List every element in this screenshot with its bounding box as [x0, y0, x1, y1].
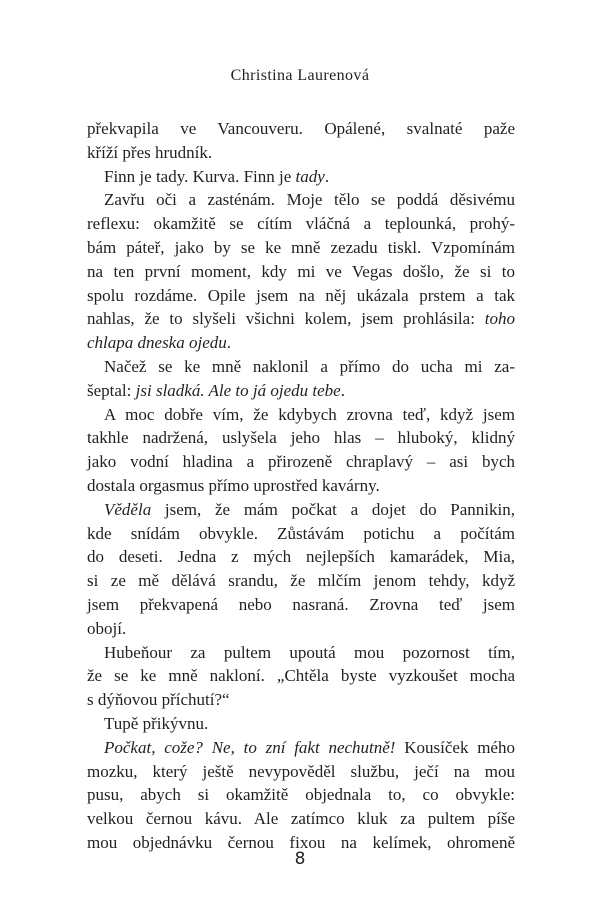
text-line — [87, 165, 515, 189]
running-header: Christina Laurenová — [230, 67, 370, 84]
text-segment: jsem překvapená nebo nasraná. Zrovna teď jsem — [87, 594, 515, 614]
text-segment: . — [340, 380, 345, 400]
text-line — [87, 617, 515, 641]
text-segment: mou objednávku černou fixou na kelímek, ohromeně — [87, 832, 515, 852]
text-line — [87, 569, 515, 593]
text-line — [87, 236, 515, 260]
text-line — [87, 307, 515, 331]
text-segment: Finn je tady. Kurva. Finn je — [104, 166, 296, 186]
text-segment: mozku, který ještě nevypověděl službu, ječí na mou — [87, 761, 515, 781]
text-segment: Kousíček mého — [395, 737, 515, 757]
text-line — [87, 736, 515, 760]
text-segment: jako vodní hladina a přirozeně chraplavý – asi bych — [87, 452, 515, 472]
text-segment: bám páteř, jako by se ke mně zezadu tiskl. Vzpomínám — [87, 237, 515, 257]
text-line — [87, 712, 515, 736]
italic-segment: jsi sladká. Ale to já ojedu tebe — [135, 380, 341, 400]
text-segment: jsem, že mám počkat a dojet do Pannikin, — [151, 499, 515, 519]
text-line — [87, 331, 515, 355]
text-line — [87, 426, 515, 450]
text-line — [87, 641, 515, 665]
text-line — [87, 188, 515, 212]
text-line — [87, 545, 515, 569]
text-segment: že se ke mně nakloní. „Chtěla byste vyzkoušet mocha — [87, 666, 515, 686]
body-text — [87, 117, 515, 855]
text-segment: . — [226, 333, 231, 353]
text-segment: reflexu: okamžitě se cítím vláčná a teplounká, prohý- — [87, 214, 515, 234]
text-segment: do deseti. Jedna z mých nejlepších kamarádek, Mia, — [87, 547, 515, 567]
text-segment: kříží přes hrudník. — [87, 142, 213, 162]
text-line — [87, 450, 515, 474]
text-segment: obojí. — [87, 618, 127, 638]
text-segment: dostala orgasmus přímo uprostřed kavárny. — [87, 475, 380, 495]
text-segment: kde snídám obvykle. Zůstávám potichu a počítám — [87, 523, 515, 543]
text-line — [87, 284, 515, 308]
text-segment: nahlas, že to slyšeli všichni kolem, jsem prohlásila: — [87, 309, 485, 329]
text-segment: překvapila ve Vancouveru. Opálené, svalnaté paže — [87, 119, 515, 138]
text-line — [87, 688, 515, 712]
text-line — [87, 522, 515, 546]
text-line — [87, 498, 515, 522]
text-segment: pusu, abych si okamžitě objednala to, co obvykle: — [87, 785, 515, 805]
text-line — [87, 664, 515, 688]
text-line — [87, 807, 515, 831]
italic-segment: toho — [484, 309, 515, 329]
text-line — [87, 355, 515, 379]
text-segment: Tupě přikývnu. — [104, 713, 209, 733]
text-line — [87, 141, 515, 165]
text-segment: Načež se ke mně naklonil a přímo do ucha mi za- — [104, 356, 515, 376]
text-segment: . — [324, 166, 330, 186]
text-segment: s dýňovou příchutí?“ — [87, 690, 230, 710]
text-line — [87, 783, 515, 807]
text-line — [87, 117, 515, 141]
text-line — [87, 403, 515, 427]
text-segment: Zavřu oči a zasténám. Moje tělo se poddá děsivému — [104, 190, 515, 210]
text-line — [87, 260, 515, 284]
text-segment: velkou černou kávu. Ale zatímco kluk za pultem píše — [87, 809, 515, 829]
page-number: 8 — [294, 849, 306, 869]
text-line — [87, 474, 515, 498]
text-segment: si ze mě dělává srandu, že mlčím jenom tehdy, když — [87, 571, 515, 591]
text-segment: šeptal: — [87, 380, 136, 400]
italic-segment: chlapa dneska ojedu — [87, 333, 227, 353]
text-line — [87, 593, 515, 617]
text-line — [87, 760, 515, 784]
text-segment: spolu rozdáme. Opile jsem na něj ukázala prstem a tak — [87, 285, 515, 305]
italic-segment: Počkat, cože? Ne, to zní fakt nechutně! — [104, 737, 396, 757]
italic-segment: tady — [295, 166, 325, 186]
text-segment: A moc dobře vím, že kdybych zrovna teď, když jsem — [104, 404, 515, 424]
text-segment: Hubeňour za pultem upoutá mou pozornost tím, — [104, 642, 515, 662]
text-line — [87, 212, 515, 236]
italic-segment: Věděla — [104, 499, 152, 519]
text-line — [87, 379, 515, 403]
text-segment: na ten první moment, kdy mi ve Vegas došlo, že si to — [87, 261, 515, 281]
text-segment: takhle nadržená, uslyšela jeho hlas – hluboký, klidný — [87, 428, 515, 448]
